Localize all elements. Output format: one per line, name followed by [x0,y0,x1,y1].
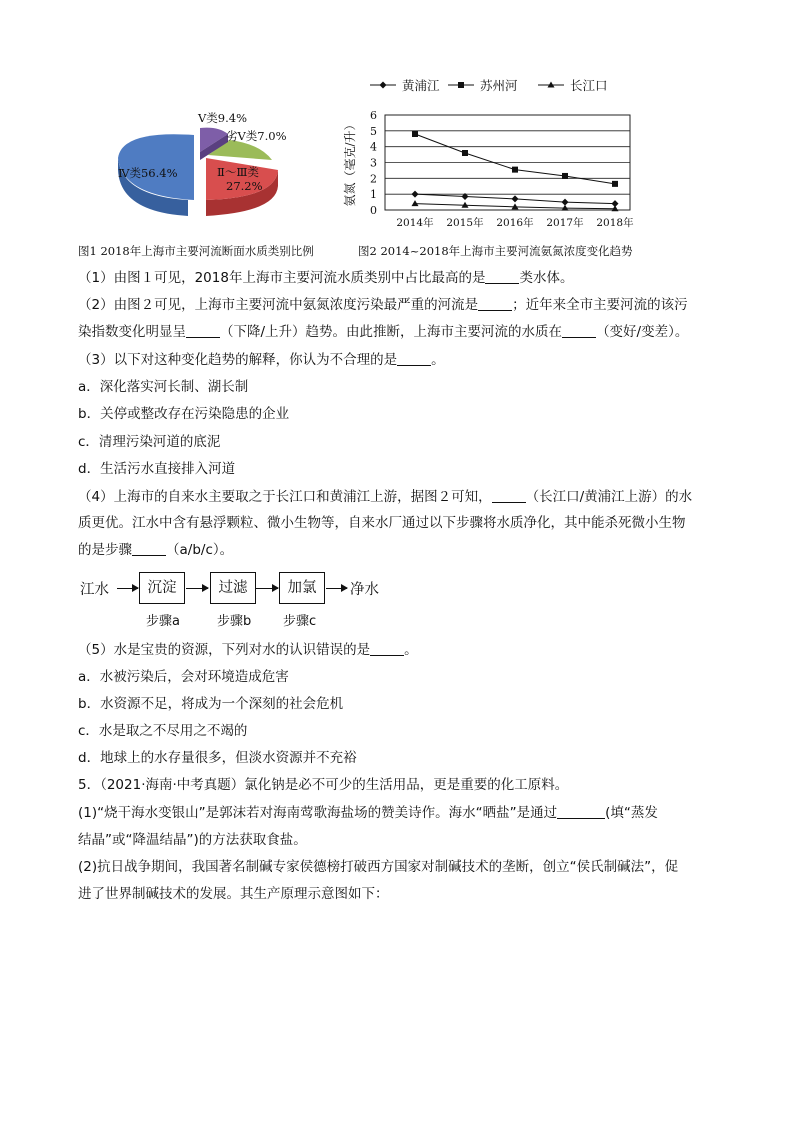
legend-label: 长江口 [570,78,608,93]
problem-5-part1-line1: (1)“烧干海水变银山”是郭沫若对海南莺歌海盐场的赞美诗作。海水“晒盐”是通过 (填“蒸发 [78,805,658,821]
problem-5-part1-line2: 结晶”或“降温结晶”)的方法获取食盐。 [78,832,307,848]
question-5-option-c: c．水是取之不尽用之不竭的 [78,723,248,739]
flow-arrow [186,588,208,589]
figure2-caption: 图2 2014~2018年上海市主要河流氨氮浓度变化趋势 [358,244,633,258]
data-point [412,131,418,137]
x-tick-label: 2014年 [396,217,434,229]
question-1: （1）由图１可见，2018年上海市主要河流水质类别中占比最高的是 类水体。 [78,270,574,286]
y-tick-label: 1 [370,188,377,202]
step-label-b: 步骤b [217,614,252,629]
flow-start: 江水 [80,582,109,598]
data-point [562,199,569,206]
question-3-option-d: d．生活污水直接排入河道 [78,461,236,477]
data-point [462,150,468,156]
pie-label-inferior-v: 劣Ⅴ类7.0% [226,129,287,143]
answer-blank [562,323,596,338]
figure1-pie-chart [100,100,340,230]
question-3-option-b: b．关停或整改存在污染隐患的企业 [78,406,290,422]
series-line-2 [415,134,615,184]
data-point [512,195,519,202]
y-axis-label: 氨氮（毫克/升） [343,118,357,207]
answer-blank [186,323,220,338]
answer-blank [397,351,431,366]
flow-box-filter: 过滤 [210,572,256,604]
y-tick-label: 2 [370,172,377,186]
data-point [562,173,568,179]
question-4-line1: （4）上海市的自来水主要取之于长江口和黄浦江上游，据图２可知， （长江口/黄浦江上游）的水 [78,489,693,505]
answer-blank [478,296,512,311]
question-5-option-b: b．水资源不足，将成为一个深刻的社会危机 [78,696,344,712]
question-4-line2: 质更优。江水中含有悬浮颗粒、微小生物等，自来水厂通过以下步骤将水质净化，其中能杀死微小生物 [78,515,686,531]
question-3-stem: （3）以下对这种变化趋势的解释，你认为不合理的是 。 [78,352,445,368]
pie-label-iv: Ⅳ类56.4% [118,166,178,180]
step-label-a: 步骤a [146,614,180,629]
figure1-caption: 图1 2018年上海市主要河流断面水质类别比例 [78,244,314,258]
legend-label: 黄浦江 [402,78,440,93]
flow-end: 净水 [350,582,379,598]
flow-box-chlorine: 加氯 [279,572,325,604]
step-label-c: 步骤c [283,614,317,629]
problem-5-part2-line1: (2)抗日战争期间，我国著名制碱专家侯德榜打破西方国家对制碱技术的垄断，创立“侯氏制碱法”，促 [78,859,679,875]
y-tick-label: 6 [370,109,377,122]
answer-blank [132,541,166,556]
flow-arrow [256,588,278,589]
answer-blank [370,641,404,656]
pie-label-v: Ⅴ类9.4% [198,111,248,125]
question-2-line2: 染指数变化明显呈 （下降/上升）趋势。由此推断，上海市主要河流的水质在 （变好/变差）。 [78,324,689,340]
question-5-option-d: d．地球上的水存量很多，但淡水资源并不充裕 [78,750,357,766]
x-tick-label: 2018年 [596,217,634,229]
x-tick-label: 2016年 [496,217,534,229]
answer-blank [485,269,519,284]
x-tick-label: 2015年 [446,217,484,229]
legend-label: 苏州河 [480,78,518,93]
problem-5-intro: 5．（2021·海南·中考真题）氯化钠是必不可少的生活用品，更是重要的化工原料。 [78,777,569,793]
question-5-option-a: a．水被污染后，会对环境造成危害 [78,669,289,685]
y-tick-label: 5 [370,124,377,138]
question-3-option-c: c．清理污染河道的底泥 [78,434,221,450]
legend-marker [380,82,387,89]
y-tick-label: 0 [370,204,377,217]
problem-5-part2-line2: 进了世界制碱技术的发展。其生产原理示意图如下： [78,886,389,902]
answer-blank [557,804,605,819]
answer-blank [492,488,526,503]
flow-box-settling: 沉淀 [139,572,185,604]
legend-marker [458,82,464,88]
pie-label-ii-iii-value: 27.2% [226,179,263,193]
y-tick-label: 4 [370,140,377,154]
question-5-stem: （5）水是宝贵的资源，下列对水的认识错误的是 。 [78,642,418,658]
figure2-line-chart [340,70,640,242]
data-point [412,200,419,206]
data-point [512,167,518,173]
question-2-line1: （2）由图２可见，上海市主要河流中氨氮浓度污染最严重的河流是 ；近年来全市主要河流的该污 [78,297,688,313]
data-point [412,191,419,198]
flow-arrow [117,588,138,589]
data-point [612,181,618,187]
x-tick-label: 2017年 [546,217,584,229]
flow-arrow [326,588,347,589]
question-4-line3: 的是步骤 （a/b/c）。 [78,542,234,558]
pie-label-ii-iii: Ⅱ～Ⅲ类 [217,165,259,179]
question-3-option-a: a．深化落实河长制、湖长制 [78,379,249,395]
y-tick-label: 3 [370,156,377,170]
